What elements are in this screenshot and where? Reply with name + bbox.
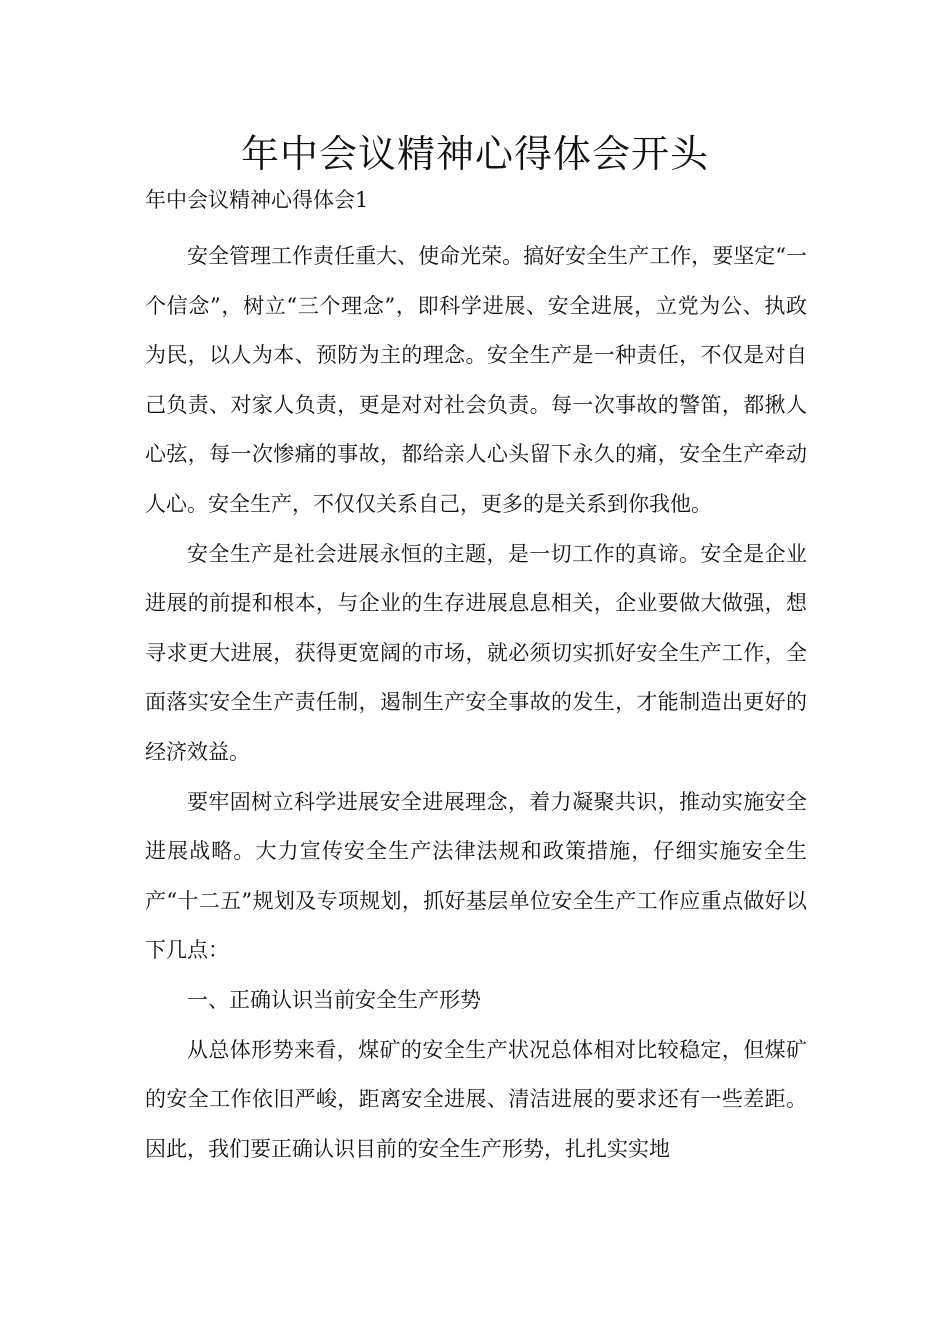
paragraph: 安全生产是社会进展永恒的主题，是一切工作的真谛。安全是企业进展的前提和根本，与企业的生存进展息息相关，企业要做大做强，想寻求更大进展，获得更宽阔的市场，就必须切实抓好安全生产工作，全面落实安全生产责任制，遏制生产安全事故的发生，才能制造出更好的经济效益。 — [145, 541, 807, 764]
document-title: 年中会议精神心得体会开头 — [240, 132, 709, 176]
document-subtitle: 年中会议精神心得体会1 — [145, 188, 369, 212]
section-heading: 一、正确认识当前安全生产形势 — [187, 987, 481, 1012]
paragraph: 安全管理工作责任重大、使命光荣。搞好安全生产工作，要坚定“一个信念”，树立“三个理念”，即科学进展、安全进展，立党为公、执政为民，以人为本、预防为主的理念。安全生产是一种责任，不仅是对自己负责、对家人负责，更是对对社会负责。每一次事故的警笛，都揪人心弦，每一次惨痛的事故，都给亲人心头留下永久的痛，安全生产牵动人心。安全生产，不仅仅关系自己，更多的是关系到你我他。 — [145, 244, 807, 516]
paragraph: 从总体形势来看，煤矿的安全生产状况总体相对比较稳定，但煤矿的安全工作依旧严峻，距离安全进展、清洁进展的要求还有一些差距。因此，我们要正确认识目前的安全生产形势，扎扎实实地 — [145, 1037, 807, 1161]
paragraph: 要牢固树立科学进展安全进展理念，着力凝聚共识，推动实施安全进展战略。大力宣传安全生产法律法规和政策措施，仔细实施安全生产“十二五”规划及专项规划，抓好基层单位安全生产工作应重点做好以下几点： — [145, 789, 807, 963]
document-body — [145, 232, 807, 1174]
